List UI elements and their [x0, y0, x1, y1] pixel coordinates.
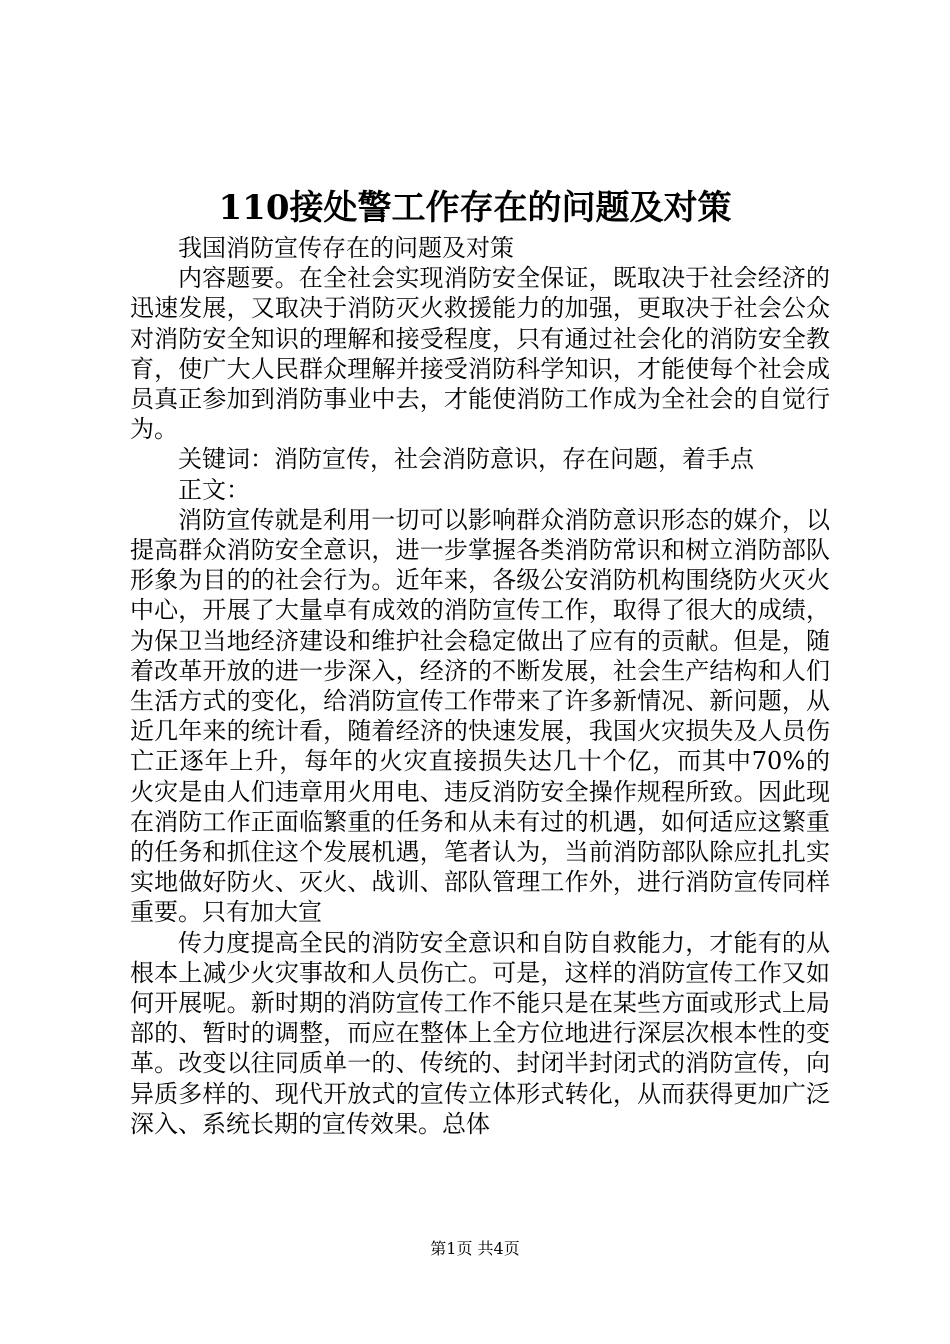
- keywords-paragraph: 关键词：消防宣传，社会消防意识，存在问题，着手点: [178, 445, 754, 474]
- body-heading-paragraph: 正文：: [178, 475, 250, 504]
- document-body: [130, 233, 830, 1139]
- abstract-paragraph: 内容题要。在全社会实现消防安全保证，既取决于社会经济的迅速发展，又取决于消防灭火救援能力的加强，更取决于社会公众对消防安全知识的理解和接受程度，只有通过社会化的消防安全教育，使广大人民群众理解并接受消防科学知识，才能使每个社会成员真正参加到消防事业中去，才能使消防工作成为全社会的自觉行为。: [130, 264, 830, 444]
- subtitle-paragraph: 我国消防宣传存在的问题及对策: [178, 234, 514, 262]
- body-paragraph-1: 消防宣传就是利用一切可以影响群众消防意识形态的媒介，以提高群众消防安全意识，进一步掌握各类消防常识和树立消防部队形象为目的的社会行为。近年来，各级公安消防机构围绕防火灭火中心，开展了大量卓有成效的消防宣传工作，取得了很大的成绩，为保卫当地经济建设和维护社会稳定做出了应有的贡献。但是，随着改革开放的进一步深入，经济的不断发展，社会生产结构和人们生活方式的变化，给消防宣传工作带来了许多新情况、新问题，从近几年来的统计看，随着经济的快速发展，我国火灾损失及人员伤亡正逐年上升，每年的火灾直接损失达几十个亿，而其中70%的火灾是由人们违章用火用电、违反消防安全操作规程所致。因此现在消防工作正面临繁重的任务和从未有过的机遇，如何适应这繁重的任务和抓住这个发展机遇，笔者认为，当前消防部队除应扎扎实实地做好防火、灭火、战训、部队管理工作外，进行消防宣传同样重要。只有加大宣: [130, 505, 830, 927]
- document-title: 110接处警工作存在的问题及对策: [218, 188, 732, 228]
- body-paragraph-2: 传力度提高全民的消防安全意识和自防自救能力，才能有的从根本上减少火灾事故和人员伤亡。可是，这样的消防宣传工作又如何开展呢。新时期的消防宣传工作不能只是在某些方面或形式上局部的、暂时的调整，而应在整体上全方位地进行深层次根本性的变革。改变以往同质单一的、传统的、封闭半封闭式的消防宣传，向异质多样的、现代开放式的宣传立体形式转化，从而获得更加广泛深入、系统长期的宣传效果。总体: [130, 928, 830, 1138]
- page-footer: 第1页 共4页: [430, 1239, 520, 1258]
